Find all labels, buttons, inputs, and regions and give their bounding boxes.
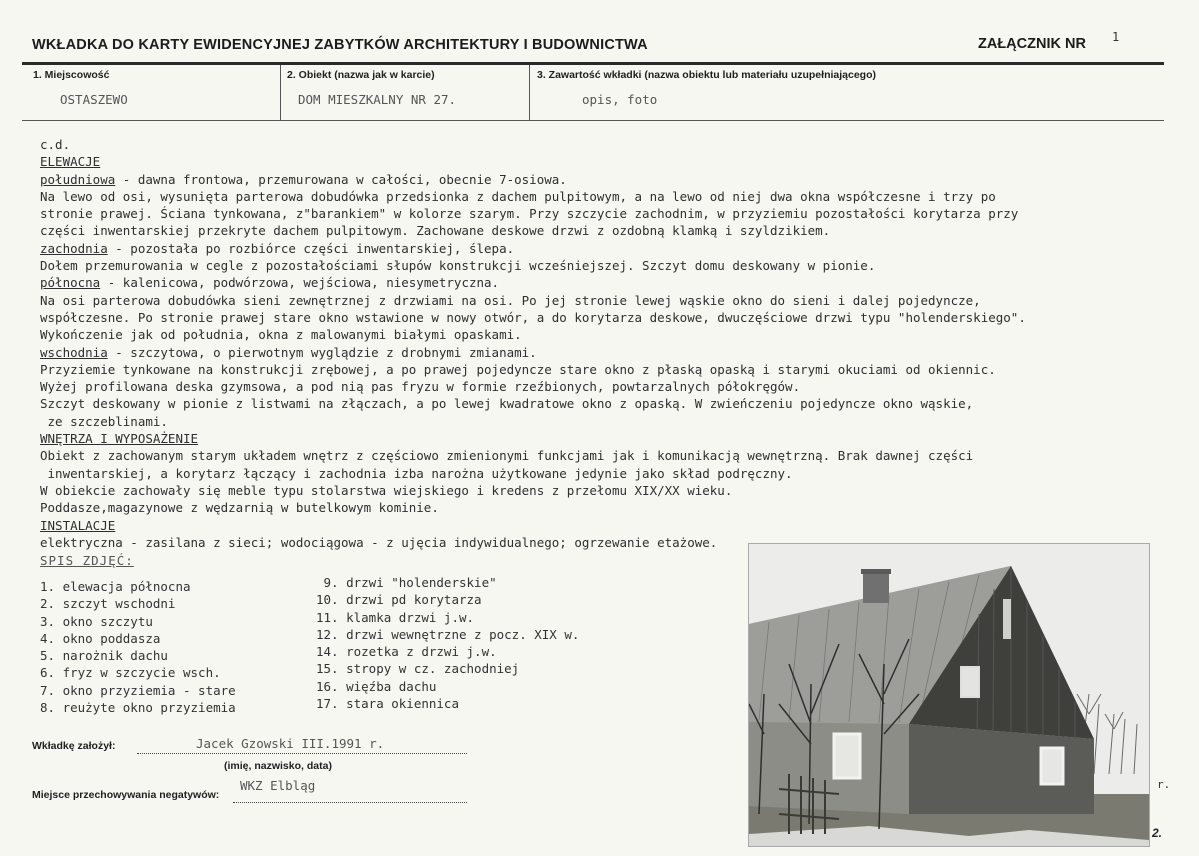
photo-list-item: 1. elewacja północna [40,579,191,594]
line-text: Wykończenie jak od południa, okna z malowanymi białymi opaskami. [40,327,522,343]
line-text: - kalenicowa, podwórzowa, wejściowa, niesymetryczna. [100,275,500,291]
description-line [40,430,1170,447]
section-heading: zachodnia [40,240,108,256]
card-title: WKŁADKA DO KARTY EWIDENCYJNEJ ZABYTKÓW ARCHITEKTURY I BUDOWNICTWA [32,37,648,53]
line-text: elektryczna - zasilana z sieci; wodociągowa - z ujęcia indywidualnego; ogrzewanie etażowe. [40,534,718,550]
line-text: Na osi parterowa dobudówka sieni zewnętrznej z drzwiami na osi. Po jej stronie lewej wąskie okno do sieni i dalej pojedyncze, [40,292,981,308]
object-value: DOM MIESZKALNY NR 27. [298,92,457,107]
description-line [40,188,1170,205]
line-text: Obiekt z zachowanym starym układem wnętrz z częściowo zmienionymi funkcjami jak i komunikacją wewnętrzną. Brak dawnej części [40,448,974,464]
content-value: opis, foto [582,92,658,107]
storage-line [233,802,467,803]
photo-list-item: 12. drzwi wewnętrzne z pocz. XIX w. [316,626,580,642]
storage-value: WKZ Elbląg [240,778,316,793]
section-heading: INSTALACJE [40,517,116,533]
attachment-number: 1 [1112,30,1120,44]
photo-list-item: 11. klamka drzwi j.w. [316,609,475,625]
object-label: 2. Obiekt (nazwa jak w karcie) [287,69,435,81]
header-rule [22,62,1164,65]
photo-list-item: 5. narożnik dachu [40,648,168,664]
line-text: stronie prawej. Ściana tynkowana, z"barankiem" w kolorze szarym. Przy szczycie zachodnim, w przyziemiu pozostałości korytarza przy [40,206,1019,222]
line-text: części inwentarskiej przekryte dachem pulpitowym. Zachowane deskowe drzwi z ozdobną klamką i szyldzikiem. [40,223,831,239]
photo-list-heading: SPIS ZDJĘĆ: [40,553,134,568]
description-line [40,517,1170,534]
line-text: inwentarskiej, a korytarz łączący i zachodnia izba narożna użytkowane jedynie jako skład podręczny. [40,465,793,481]
photo-list-item: 7. okno przyziemia - stare [40,682,236,698]
locality-label: 1. Miejscowość [33,69,110,81]
photo-list-item: 10. drzwi pd korytarza [316,592,482,608]
margin-mark-r: r. [1157,778,1171,791]
description-line [40,447,1170,464]
line-text: - pozostała po rozbiórce części inwentarskiej, ślepa. [107,240,515,256]
photo-list-item: 16. więźba dachu [316,678,437,694]
house-photo-svg [749,544,1149,846]
photo-list-item: 8. reużyte okno przyziemia [40,700,236,716]
attachment-label: ZAŁĄCZNIK NR [978,36,1086,52]
description-line [40,171,1170,188]
description-line [40,344,1170,361]
section-heading: ELEWACJE [40,154,101,170]
photo-list-right [316,574,579,712]
photo-list-left [40,578,236,716]
line-text: Szczyt deskowany w pionie z listwami na złączach, a po lewej kwadratowe okno z opaską. W zwieńczeniu pojedyncze okno wąskie, [40,396,974,412]
photo-list-item: 6. fryz w szczycie wsch. [40,665,221,681]
fields-bottom-rule [22,120,1164,121]
storage-label: Miejsce przechowywania negatywów: [32,789,220,801]
margin-mark-2: 2. [1152,826,1163,840]
line-text: Dołem przemurowania w cegle z pozostałościami słupów konstrukcji wcześniejszej. Szczyt domu deskowany w pionie. [40,258,876,274]
line-text: Poddasze,magazynowe z wędzarnią w butelkowym kominie. [40,500,439,516]
locality-value: OSTASZEWO [60,92,128,107]
description-line [40,395,1170,412]
prepared-label: Wkładkę założył: [32,740,116,752]
description-line [40,361,1170,378]
description-line [40,482,1170,499]
description-line [40,136,1170,153]
description-line [40,257,1170,274]
line-text: c.d. [40,137,71,152]
photo-list-item: 2. szczyt wschodni [40,596,176,612]
content-label: 3. Zawartość wkładki (nazwa obiektu lub materiału uzupełniającego) [537,69,876,81]
line-text: współczesne. Po stronie prawej stare okno wstawione w nowy otwór, a do korytarza deskowe, dwuczęściowe drzwi typu "holenderskiego". [40,309,1026,325]
line-text: Przyziemie tynkowane na konstrukcji zrębowej, a po prawej pojedyncze stare okno z płaską opaską i starymi okuciami od okiennic. [40,361,996,377]
description-line [40,292,1170,309]
description-line [40,326,1170,343]
photo-list-item: 9. drzwi "holenderskie" [316,575,497,590]
description-line [40,309,1170,326]
field-divider-1 [280,65,281,120]
description-line [40,274,1170,291]
description-line [40,240,1170,257]
line-text: Wyżej profilowana deska gzymsowa, a pod nią pas fryzu w formie rzeźbionych, powtarzalnych półokręgów. [40,379,801,395]
house-photo-icon [748,543,1150,847]
photo-list-item: 15. stropy w cz. zachodniej [316,661,520,677]
section-heading: WNĘTRZA I WYPOSAŻENIE [40,431,199,447]
description-line [40,465,1170,482]
description-line [40,413,1170,430]
line-text: Na lewo od osi, wysunięta parterowa dobudówka przedsionka z dachem pulpitowym, a na lewo od niej dwa okna współczesne i trzy po [40,188,996,204]
line-text: W obiekcie zachowały się meble typu stolarstwa wiejskiego i kredens z przełomu XIX/XX wieku. [40,482,733,498]
description-line [40,222,1170,239]
description-line [40,153,1170,170]
field-divider-2 [529,65,530,120]
photo-list-item: 3. okno szczytu [40,613,153,629]
photo-list-item: 17. stara okiennica [316,696,459,712]
section-heading: południowa [40,171,116,187]
prepared-value: Jacek Gzowski III.1991 r. [196,736,385,751]
line-text: ze szczeblinami. [40,413,168,429]
photo-list-item: 4. okno poddasza [40,630,161,646]
description-line [40,499,1170,516]
section-heading: wschodnia [40,344,108,360]
prepared-hint: (imię, nazwisko, data) [224,760,332,772]
section-heading: północna [40,275,101,291]
description-line [40,205,1170,222]
prepared-line [137,753,467,754]
line-text: - szczytowa, o pierwotnym wyglądzie z drobnymi zmianami. [107,344,537,360]
description-line [40,378,1170,395]
photo-list-item: 14. rozetka z drzwi j.w. [316,644,497,660]
line-text: - dawna frontowa, przemurowana w całości, obecnie 7-osiowa. [115,171,567,187]
description-text [40,136,1170,551]
